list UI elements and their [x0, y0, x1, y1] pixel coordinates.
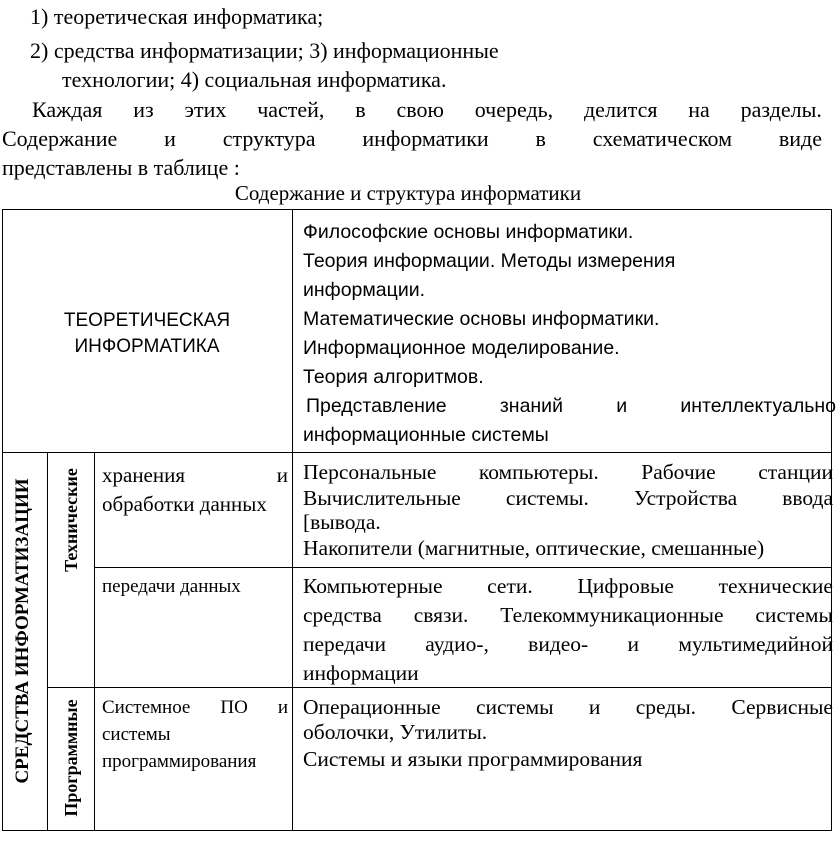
word: Телекоммуникационные — [500, 603, 724, 627]
word: Вычислительные — [303, 486, 461, 510]
theory-last-line1 — [306, 392, 836, 421]
software-sub-line3: программирования — [102, 751, 257, 772]
word: схематическом — [592, 126, 733, 151]
word: этих — [184, 97, 227, 122]
word: Цифровые — [577, 574, 674, 598]
word: и — [276, 463, 288, 487]
word: в — [355, 97, 366, 122]
theory-last-line2: информационные системы — [303, 424, 549, 446]
storage-line1 — [303, 458, 833, 487]
storage-sub-line1 — [102, 461, 288, 490]
theory-line: Философские основы информатики. — [303, 221, 634, 243]
list-item-1: 1) теоретическая информатика; — [30, 4, 324, 29]
row-divider-storage — [94, 567, 832, 568]
word: Каждая — [32, 97, 103, 122]
word: системы — [475, 695, 554, 719]
word: Представление — [306, 395, 447, 417]
word: ПО — [220, 697, 248, 718]
row-divider-theory — [2, 452, 832, 453]
list-item-2-line1: 2) средства информатизации; 3) информационные — [30, 38, 499, 63]
word: виде — [778, 126, 822, 151]
paragraph-line2 — [2, 126, 822, 152]
word: станции — [758, 460, 833, 484]
word: связи. — [413, 603, 469, 627]
word: мультимедийной — [678, 632, 833, 656]
word: Сервисные — [731, 695, 833, 719]
word: Устройства — [633, 486, 738, 510]
word: ввода — [782, 486, 833, 510]
word: и — [164, 126, 176, 151]
word: в — [535, 126, 546, 151]
word: Персональные — [303, 460, 437, 484]
word: на — [688, 97, 710, 122]
transfer-line2 — [303, 601, 833, 630]
word: и — [277, 697, 288, 718]
column-divider-type — [94, 452, 95, 831]
word: хранения — [102, 463, 186, 487]
word: разделы. — [740, 97, 822, 122]
software-vertical-label: Программные — [61, 699, 81, 817]
word: информатики — [362, 126, 489, 151]
word: Операционные — [303, 695, 441, 719]
table-caption: Содержание и структура информатики — [234, 181, 582, 205]
word: из — [133, 97, 154, 122]
word: и — [627, 632, 640, 656]
word: свою — [396, 97, 444, 122]
transfer-sub: передачи данных — [102, 576, 241, 597]
column-divider — [292, 209, 293, 831]
theory-line: Теория алгоритмов. — [303, 366, 484, 388]
paragraph-line1 — [32, 97, 822, 123]
technical-vertical-label: Технические — [61, 468, 81, 572]
list-item-2-line2: технологии; 4) социальная информатика. — [62, 67, 447, 92]
word: Содержание — [2, 126, 118, 151]
theory-content — [303, 218, 675, 392]
word: знаний — [499, 395, 563, 417]
storage-sub-line2: обработки данных — [102, 492, 267, 516]
transfer-line3 — [303, 630, 833, 659]
word: аудио-, — [425, 632, 489, 656]
word: Компьютерные — [303, 574, 443, 598]
word: компьютеры. — [478, 460, 599, 484]
word: структура — [222, 126, 316, 151]
row-divider-technical — [47, 687, 832, 688]
word: интеллектуально — [680, 395, 836, 417]
theory-label-line1: ТЕОРЕТИЧЕСКАЯ — [63, 310, 231, 331]
storage-line2 — [303, 484, 833, 513]
word: среды. — [635, 695, 697, 719]
theory-line: Информационное моделирование. — [303, 337, 620, 359]
word: и — [616, 395, 628, 417]
column-divider-means — [47, 452, 48, 831]
word: делится — [583, 97, 658, 122]
word: Системное — [102, 697, 191, 718]
word: системы — [755, 603, 833, 627]
software-sub-line1 — [102, 693, 288, 722]
theory-line: Математические основы информатики. — [303, 308, 660, 330]
storage-line4: Накопители (магнитные, оптические, смешанные) — [303, 536, 765, 560]
transfer-line4: информации — [303, 661, 419, 685]
word: системы. — [505, 486, 589, 510]
word: средства — [303, 603, 382, 627]
word: передачи — [303, 632, 386, 656]
storage-line3: [вывода. — [303, 510, 381, 534]
word: очередь, — [474, 97, 554, 122]
software-line2: оболочки, Утилиты. — [303, 720, 488, 744]
theory-line: Теория информации. Методы измерения — [303, 250, 676, 272]
software-sub-line2: системы — [102, 724, 171, 745]
transfer-line1 — [303, 572, 833, 601]
theory-label-line2: ИНФОРМАТИКА — [74, 336, 220, 357]
means-vertical-label: СРЕДСТВА ИНФОРМАТИЗАЦИИ — [12, 478, 33, 784]
theory-line: информации. — [303, 279, 426, 301]
word: и — [588, 695, 601, 719]
word: сети. — [487, 574, 533, 598]
word: технические — [718, 574, 833, 598]
word: видео- — [528, 632, 589, 656]
software-line3: Системы и языки программирования — [303, 747, 643, 771]
word: частей, — [257, 97, 325, 122]
paragraph-line3: представлены в таблице : — [2, 155, 240, 180]
theory-label — [2, 308, 292, 360]
word: Рабочие — [641, 460, 716, 484]
